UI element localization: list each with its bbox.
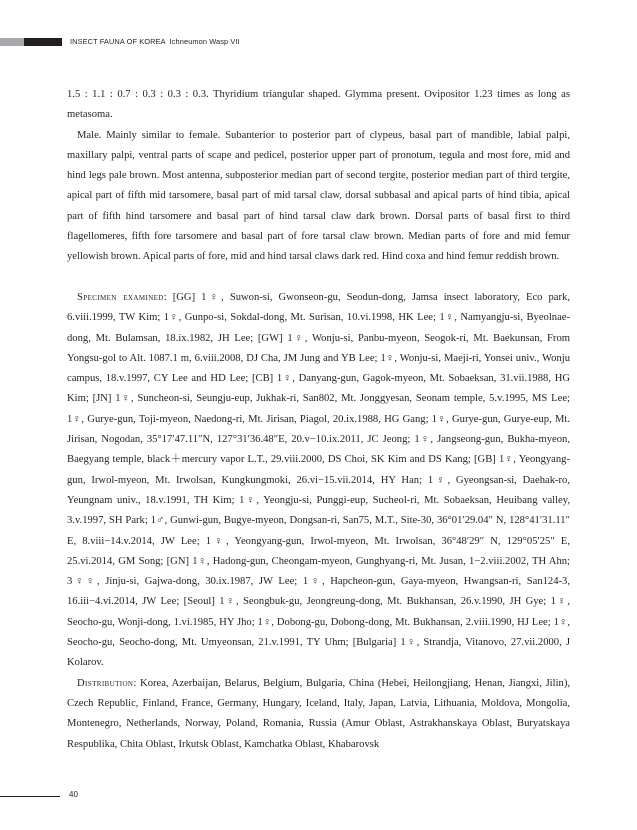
paragraph-female-continued: 1.5 : 1.1 : 0.7 : 0.3 : 0.3 : 0.3. Thyridium triangular shaped. Glymma present. Ovipositor 1.23 times as long as metasoma.: [67, 89, 570, 121]
paragraph-distribution: [67, 674, 570, 755]
specimen-examined-text: : [GG] 1♀, Suwon-si, Gwonseon-gu, Seodun-dong, Jamsa insect laboratory, Eco park, 6.viii.1999, TW Kim; 1♀, Gunpo-si, Sokdal-dong, Mt. Surisan, 10.vi.1998, HK Lee; 1♀, Namyangju-si, Byeolnae-dong, Mt. Bulamsan, 18.ix.1982, JH Lee; [GW] 1♀, Wonju-si, Panbu-myeon, Seogok-ri, Mt. Baekunsan, From Yongsu-gol to Alt. 1087.1 m, 6.viii.2008, DJ Cha, JM Jung and YB Lee; 1♀, Wonju-si, Maeji-ri, Yonsei univ., Wonju campus, 18.v.1997, CY Lee and HD Lee; [CB] 1♀, Danyang-gun, Gagok-myeon, Mt. Sobaeksan, 31.vii.1988, HG Kim; [JN] 1♀, Suncheon-si, Seungju-eup, Jukhak-ri, San802, Mt. Jonggyesan, Seonam temple, 5.v.1995, MS Lee; 1♀, Gurye-gun, Toji-myeon, Naedong-ri, Mt. Jirisan, Piagol, 20.ix.1988, HG Gang; 1♀, Gurye-gun, Gurye-eup, Mt. Jirisan, Nogodan, 35°17′47.11″N, 127°31′36.48″E, 20.v−10.ix.2011, JC Jeong; 1♀, Jangseong-gun, Bukha-myeon, Baegyang temple, black＋mercury vapor L.T., 29.viii.2000, DS Choi, SK Kim and DS Kang; [GB] 1♀, Yeongyang-gun, Irwol-myeon, Mt. Irwolsan, Kungkungmoki, 26.vi−15.vii.2014, HY Han; 1♀, Gyeongsan-si, Daehak-ro, Yeungnam univ., 18.v.1991, TH Kim; 1♀, Yeongju-si, Punggi-eup, Sucheol-ri, Mt. Sobaeksan, Heuibang valley, 3.v.1997, SH Park; 1♂, Gunwi-gun, Bugye-myeon, Dongsan-ri, San75, M.T., Site-30, 36°01′29.04″ N, 128°41′31.11″ E, 8.viii−14.v.2014, JW Lee; 1♀, Yeongyang-gun, Irwol-myeon, Mt. Irwolsan, 36°48′29″ N, 129°05′25″ E, 25.vi.2014, GM Song; [GN] 1♀, Hadong-gun, Cheongam-myeon, Gunghyang-ri, Mt. Jusan, 1−2.viii.2002, TH Ahn; 3♀♀, Jinju-si, Gajwa-dong, 30.ix.1987, JW Lee; 1♀, Hapcheon-gun, Gaya-myeon, Hwangsan-ri, San124-3, 16.iii−4.vi.2014, JW Lee; [Seoul] 1♀, Seongbuk-gu, Jeongreung-dong, Mt. Bukhansan, 26.v.1990, JH Gye; 1♀, Seocho-gu, Wonji-dong, 1.vi.1985, HY Jho; 1♀, Dobong-gu, Dobong-dong, Mt. Bukhansan, 2.viii.1990, HJ Lee; 1♀, Seocho-gu, Seocho-dong, Mt. Umyeonsan, 21.v.1991, TY Uhm; [Bulgaria] 1♀, Strandja, Vitanovo, 27.vii.2000, J Kolarov.: [67, 291, 570, 669]
running-header-series: INSECT FAUNA OF KOREA: [70, 37, 166, 46]
distribution-text: : Korea, Azerbaijan, Belarus, Belgium, Bulgaria, China (Hebei, Heilongjiang, Henan, Jiangxi, Jilin), Czech Republic, Finland, France, Germany, Hungary, Iceland, Italy, Japan, Latvia, Lithuania, Moldova, Mongolia, Montenegro, Netherlands, Norway, Poland, Romania, Russia (Amur Oblast, Astrakhanskaya Oblast, Buryatskaya Respublika, Chita Oblast, Irkutsk Oblast, Kamchatka Oblast, Khabarovsk: [67, 677, 570, 750]
running-header: [70, 37, 240, 47]
running-header-volume: Ichneumon Wasp VII: [169, 37, 240, 46]
distribution-heading: Distribution: [77, 677, 134, 689]
header-bar-black: [24, 38, 62, 46]
specimen-examined-heading: Specimen examined: [77, 291, 164, 303]
paragraph-male: Male. Mainly similar to female. Subanterior to posterior part of clypeus, basal part of mandible, labial palpi, maxillary palpi, ventral parts of scape and pedicel, posterior upper part of pronotum, tegula and most fore, mid and hind legs pale brown. Most antenna, subposterior median part of second tergite, posterior median part of third tergite, apical part of fifth mid tarsomere, basal part of mid tarsal claw, dorsal subbasal and apical parts of hind tibia, apical part of fifth hind tarsomere and basal part of hind tarsal claw dark brown. Dorsal parts of basal first to third flagellomeres, fifth fore tarsomere and basal part of fore tarsal claw brown. Median parts of fore and mid femur yellowish brown. Apical parts of fore, mid and hind tarsal claws dark red. Hind coxa and hind femur reddish brown.: [67, 129, 570, 263]
footer-rule: [0, 796, 60, 797]
page-number: 40: [69, 790, 78, 799]
paragraph-specimen-examined: [67, 288, 570, 674]
page-body: [67, 85, 570, 755]
header-bar-grey: [0, 38, 24, 46]
